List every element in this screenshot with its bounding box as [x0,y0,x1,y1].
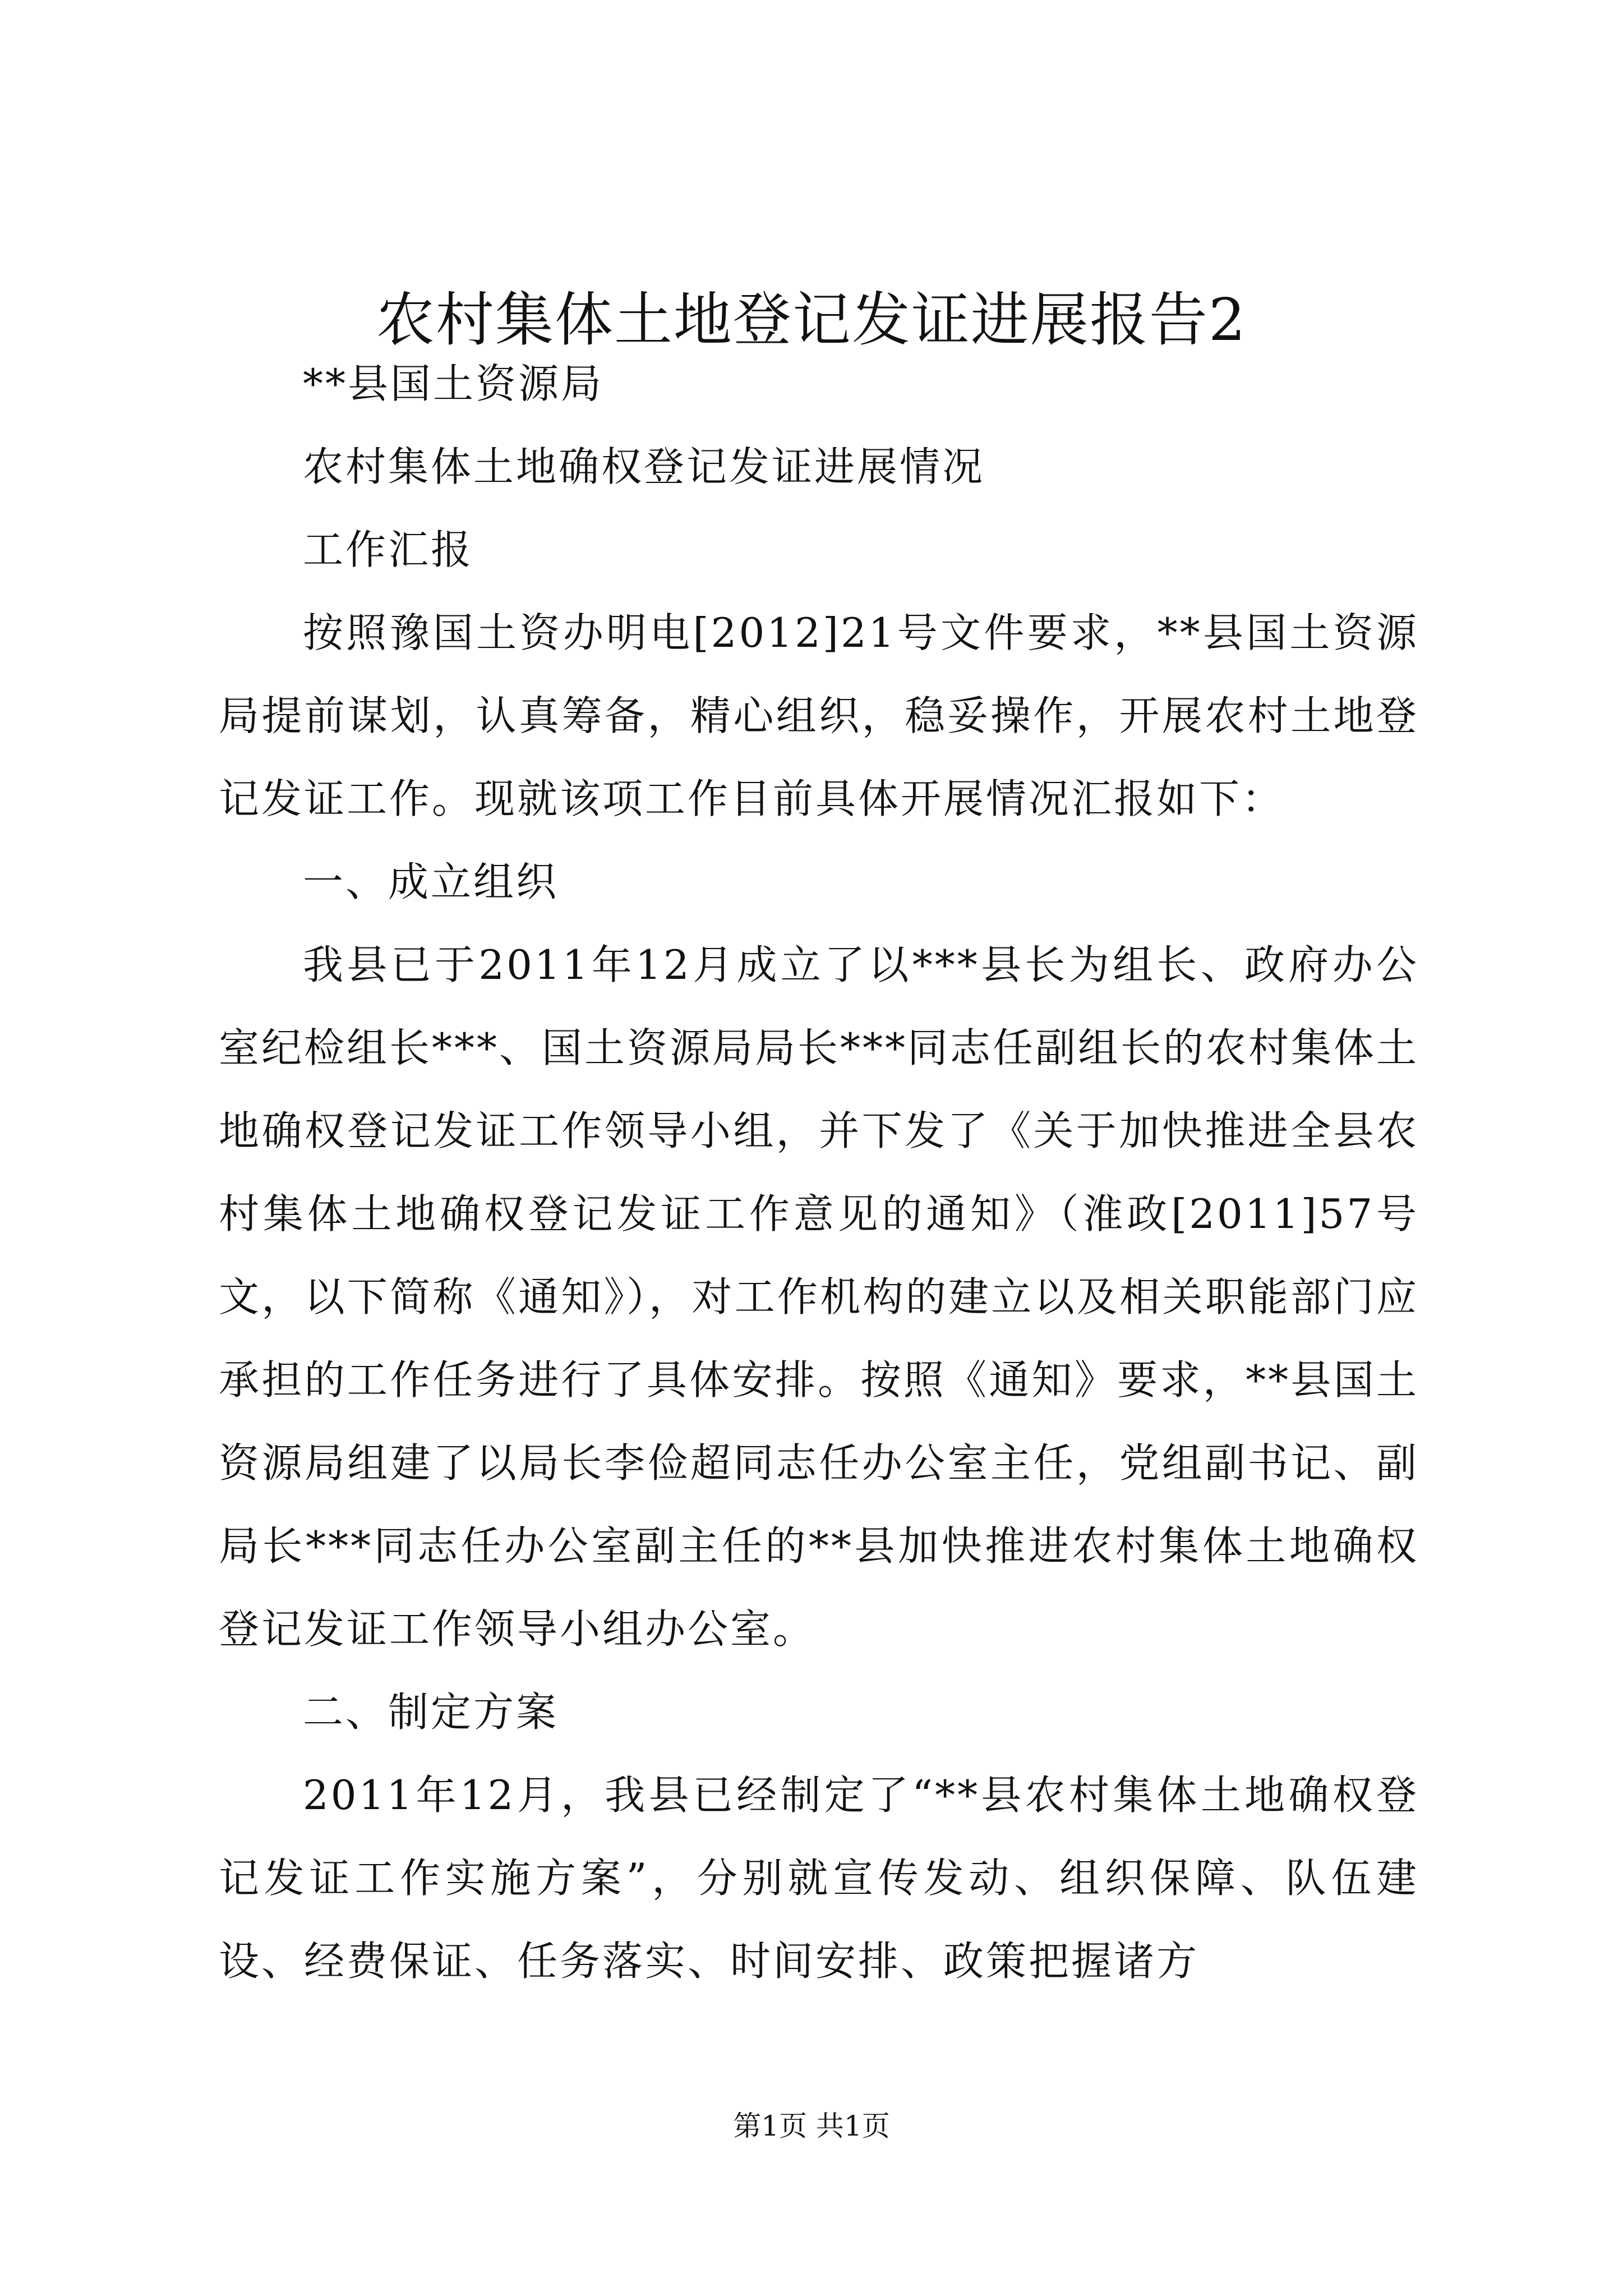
paragraph-issuer: **县国土资源局 [303,360,604,407]
section-heading-1: 一、成立组织 [303,858,559,905]
paragraph-report-label: 工作汇报 [303,526,474,573]
paragraph-section-1: 我县已于2011年12月成立了以***县长为组长、政府办公室纪检组长***、国土资源局局长***同志任副组长的农村集体土地确权登记发证工作领导小组，并下发了《关于加快推进全县农村集体土地确权登记发证工作意见的通知》（淮政[2011]57号文，以下简称《通知》），对工作机构的建立以及相关职能部门应承担的工作任务进行了具体安排。按照《通知》要求，**县国土资源局组建了以局长李俭超同志任办公室主任，党组副书记、副局长***同志任办公室副主任的**县加快推进农村集体土地确权登记发证工作领导小组办公室。 [219,941,1419,1653]
document-title: 农村集体土地登记发证进展报告2 [376,286,1247,354]
document-body [219,342,1419,2003]
paragraph-subject: 农村集体土地确权登记发证进展情况 [303,443,985,490]
paragraph-intro: 按照豫国土资办明电[2012]21号文件要求，**县国土资源局提前谋划，认真筹备，精心组织，稳妥操作，开展农村土地登记发证工作。现就该项工作目前具体开展情况汇报如下： [219,609,1419,822]
section-heading-2: 二、制定方案 [303,1688,559,1736]
paragraph-section-2: 2011年12月，我县已经制定了“**县农村集体土地确权登记发证工作实施方案”，分别就宣传发动、组织保障、队伍建设、经费保证、任务落实、时间安排、政策把握诸方 [219,1772,1419,1985]
page-footer: 第1页 共1页 [733,2110,890,2142]
